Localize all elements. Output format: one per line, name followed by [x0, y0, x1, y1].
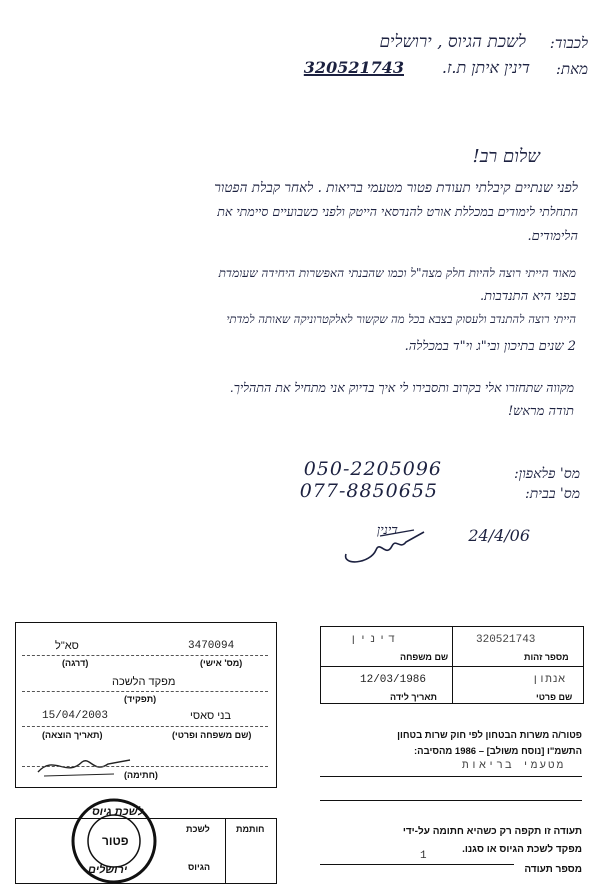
office-label-2: הגיוס [188, 862, 211, 872]
stamp-middle-text: פטור [102, 834, 129, 848]
body-line-8: מקווה שתחזרו אלי בקרוב ותסבירו לי איך בדיוק אני מתחיל את התהליך. [229, 380, 574, 395]
stamp-label: חותמת [236, 824, 265, 834]
to-value: לשכת הגיוס , ירושלים [379, 32, 526, 52]
cert-no-line [320, 864, 514, 865]
phone-label: מס' פלאפון: [513, 466, 580, 482]
reason-value: מטעמי בריאות [462, 760, 566, 772]
greeting: שלום רב! [472, 146, 540, 167]
cert-no-label: מספר תעודה [524, 864, 582, 875]
family-value: דינין [350, 634, 399, 646]
to-label: לכבוד: [549, 34, 588, 52]
personal-no-label: (מס' אישי) [200, 658, 243, 668]
id-label: מספר זהות [524, 652, 569, 662]
issue-date-label: (תאריך הוצאה) [42, 730, 103, 740]
personal-no-line [22, 655, 268, 656]
phone-value: 050-2205096 [303, 458, 442, 480]
details-table-divider [452, 626, 453, 704]
role-value: מפקד הלשכה [112, 676, 176, 688]
body-line-2: התחלתי לימודים במכללת אורט להנדסאי הייטק ולפני כשבועיים סיימתי את [217, 204, 578, 219]
stamp-bottom-text: ירושלים [88, 864, 128, 876]
rank-label: (דרגה) [62, 658, 89, 668]
office-label: לשכת [186, 824, 210, 834]
body-line-6: הייתי רוצה להתנדב ולעסוק בצבא בכל מה שקשור לאלקטרוניקה שאותה למדתי [226, 312, 576, 326]
exemption-line-1: פטור/ה משרות הבטחון לפי חוק שרות בטחון [397, 730, 582, 741]
from-label: מאת: [555, 60, 588, 78]
issue-date-line [22, 726, 268, 727]
role-line [22, 691, 268, 692]
id-number: 320521743 [303, 58, 404, 77]
issue-date-value: 15/04/2003 [42, 710, 109, 722]
reason-line-1 [320, 776, 582, 777]
body-line-9: תודה מראש! [507, 404, 574, 419]
cert-no-value: 1 [420, 850, 427, 862]
body-line-3: הלימודים. [527, 229, 578, 244]
signature-text: דינין [376, 523, 398, 538]
body-line-4: מאוד הייתי רוצה להיות חלק מצה"ל וכמו שהבנתי האפשרות היחידה שעומדת [218, 266, 576, 280]
personal-no-value: 3470094 [188, 640, 235, 652]
name-label: (שם משפחה ופרטי) [172, 730, 252, 740]
stamp-box-divider [225, 818, 226, 884]
details-table-row-line [320, 666, 584, 667]
exemption-line-2: התשמ"ו [נוסח משולב] – 1986 מהסיבה: [413, 746, 582, 757]
home-value: 077-8850655 [299, 480, 438, 502]
letter-date: 24/4/06 [468, 526, 530, 545]
stamp-top-text: לשכת גיוס [92, 806, 144, 818]
id-value: 320521743 [476, 634, 536, 646]
first-value: אנתון [532, 674, 566, 686]
body-line-7: 2 שנים בתיכון ובי"ג וי"ד במכללה. [404, 339, 576, 354]
signature-label: (חתימה) [124, 770, 158, 780]
home-label: מס' בבית: [525, 486, 580, 502]
name-value: בני סאסי [190, 710, 231, 722]
first-label: שם פרטי [536, 692, 573, 702]
body-line-1: לפני שנתיים קיבלתי תעודת פטור מטעמי בריאות . לאחר קבלת הפטור [214, 180, 578, 196]
birth-label: תאריך לידה [390, 692, 437, 702]
validity-line-2: מפקד לשכת הגיוס או סגנו. [462, 844, 582, 855]
from-value: דינין איתן ת.ז. [441, 58, 530, 77]
rank-value: סא"ל [55, 640, 79, 652]
family-label: שם משפחה [400, 652, 449, 662]
signature-line [22, 766, 268, 767]
body-line-5: בפני היא התנדבות. [480, 289, 576, 304]
reason-line-2 [320, 800, 582, 801]
validity-line-1: תעודה זו תקפה רק כשהיא חתומה על-ידי [402, 826, 582, 837]
role-label: (תפקיד) [124, 694, 157, 704]
birth-value: 12/03/1986 [360, 674, 427, 686]
